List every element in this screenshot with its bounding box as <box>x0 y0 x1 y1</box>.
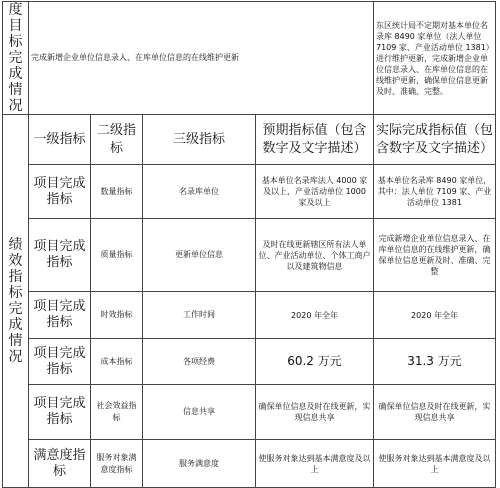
cell-level2: 社会效益指标 <box>91 385 143 440</box>
cell-level3: 名录库单位 <box>143 165 256 219</box>
table-row <box>3 440 496 488</box>
cell-level2: 成本指标 <box>91 339 143 385</box>
cell-expected: 2020 年全年 <box>256 292 374 339</box>
cell-actual: 31.3 万元 <box>374 339 496 385</box>
cell-level1: 项目完成指标 <box>29 292 91 339</box>
perf-section-label: 绩 效 指 标 完 成 情 况 <box>3 115 29 488</box>
performance-table <box>2 1 496 488</box>
cell-level3: 各项经费 <box>143 339 256 385</box>
goal-row <box>3 2 496 115</box>
header-actual: 实际完成指标值（包含数字及文字描述） <box>374 115 496 165</box>
goal-completion-text: 东区统计局不定期对基本单位名录库 8490 家单位（法人单位 7109 家、产业活动单位 1381）进行维护更新，完成新增企业单位信息录入、在库单位信息的在线维护更新，确保单位信息更新及时、准确、完整。 <box>374 2 496 115</box>
cell-level3: 更新单位信息 <box>143 219 256 292</box>
cell-expected: 确保单位信息及时在线更新，实现信息共享 <box>256 385 374 440</box>
cell-actual: 2020 年全年 <box>374 292 496 339</box>
table-row <box>3 219 496 292</box>
cell-level3: 服务满意度 <box>143 440 256 488</box>
cell-level2: 质量指标 <box>91 219 143 292</box>
header-expected: 预期指标值（包含数字及文字描述） <box>256 115 374 165</box>
cell-level2: 时效指标 <box>91 292 143 339</box>
header-row <box>3 115 496 165</box>
cell-actual: 确保单位信息及时在线更新，实现信息共享 <box>374 385 496 440</box>
cell-actual: 使服务对象达到基本满意度及以上 <box>374 440 496 488</box>
cell-level1: 满意度指标 <box>29 440 91 488</box>
table-row <box>3 165 496 219</box>
goal-section-label: 度 目 标 完 成 情 况 <box>3 2 29 115</box>
cell-level2: 服务对象满意度指标 <box>91 440 143 488</box>
goal-text: 完成新增企业单位信息录入、在库单位信息的在线维护更新 <box>29 2 374 115</box>
header-level2: 二级指标 <box>91 115 143 165</box>
header-level1: 一级指标 <box>29 115 91 165</box>
cell-actual: 基本单位名录库 8490 家单位，其中：法人单位 7109 家、产业活动单位 1381 <box>374 165 496 219</box>
table-row <box>3 385 496 440</box>
cell-level1: 项目完成指标 <box>29 219 91 292</box>
cell-expected: 及时在线更新辖区所有法人单位、产业活动单位、个体工商户以及建筑物信息 <box>256 219 374 292</box>
cell-expected: 使服务对象达到基本满意度及以上 <box>256 440 374 488</box>
table-row <box>3 292 496 339</box>
cell-level3: 信息共享 <box>143 385 256 440</box>
cell-expected: 基本单位名录库法人 4000 家及以上，产业活动单位 1000 家及以上 <box>256 165 374 219</box>
header-level3: 三级指标 <box>143 115 256 165</box>
cell-level1: 项目完成指标 <box>29 385 91 440</box>
cell-level3: 工作时间 <box>143 292 256 339</box>
cell-level1: 项目完成指标 <box>29 165 91 219</box>
cell-level1: 项目完成指标 <box>29 339 91 385</box>
cell-actual: 完成新增企业单位信息录入、在库单位信息的在线维护更新，确保单位信息更新及时、准确、完整 <box>374 219 496 292</box>
cell-expected: 60.2 万元 <box>256 339 374 385</box>
cell-level2: 数量指标 <box>91 165 143 219</box>
table-row <box>3 339 496 385</box>
